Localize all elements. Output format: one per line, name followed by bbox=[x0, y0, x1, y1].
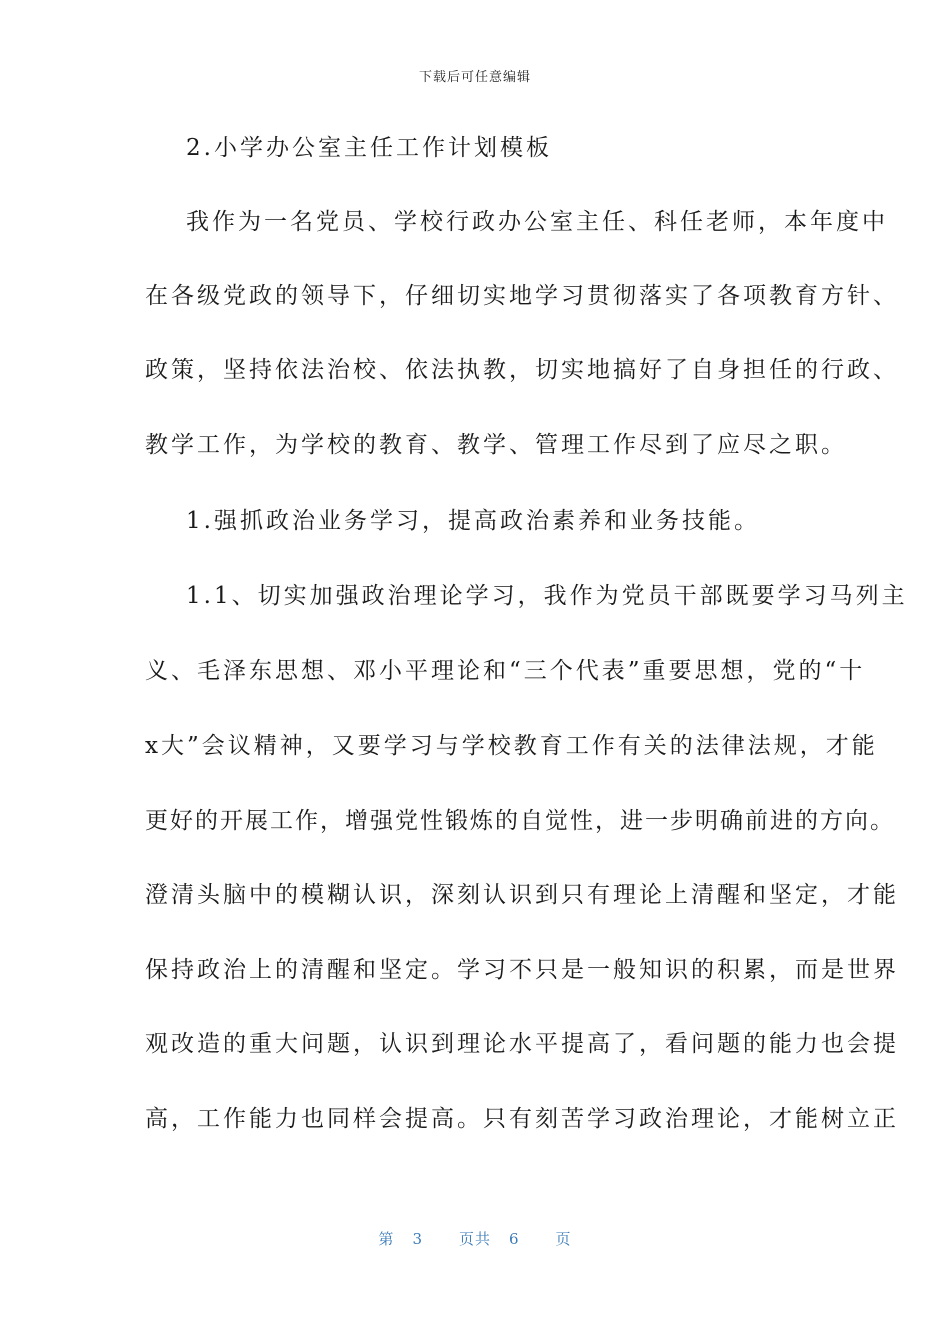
paragraph-line: 义、毛泽东思想、邓小平理论和“三个代表”重要思想，党的“十 bbox=[145, 658, 866, 684]
paragraph-line: x大”会议精神，又要学习与学校教育工作有关的法律法规，才能 bbox=[145, 733, 878, 759]
paragraph-line: 在各级党政的领导下，仔细切实地学习贯彻落实了各项教育方针、 bbox=[145, 283, 899, 309]
paragraph-line: 更好的开展工作，增强党性锻炼的自觉性，进一步明确前进的方向。 bbox=[145, 808, 895, 834]
section-heading: 2.小学办公室主任工作计划模板 bbox=[186, 135, 552, 161]
paragraph-line: 教学工作，为学校的教育、教学、管理工作尽到了应尽之职。 bbox=[145, 432, 847, 458]
paragraph-line: 保持政治上的清醒和坚定。学习不只是一般知识的积累，而是世界 bbox=[145, 957, 899, 983]
header-note: 下载后可任意编辑 bbox=[418, 70, 531, 85]
paragraph-line: 1.1、切实加强政治理论学习，我作为党员干部既要学习马列主 bbox=[186, 583, 908, 609]
paragraph-line: 观改造的重大问题，认识到理论水平提高了，看问题的能力也会提 bbox=[145, 1031, 899, 1057]
subsection-heading: 1.强抓政治业务学习，提高政治素养和业务技能。 bbox=[186, 508, 760, 534]
footer-total-pages: 6 bbox=[509, 1230, 520, 1248]
footer-prefix: 第 bbox=[378, 1230, 395, 1248]
paragraph-line: 高，工作能力也同样会提高。只有刻苦学习政治理论，才能树立正 bbox=[145, 1106, 899, 1132]
page-footer bbox=[0, 1228, 950, 1249]
footer-current-page: 3 bbox=[412, 1230, 423, 1248]
footer-middle: 页共 bbox=[458, 1230, 491, 1248]
paragraph-line: 政策，坚持依法治校、依法执教，切实地搞好了自身担任的行政、 bbox=[145, 357, 899, 383]
paragraph-line: 澄清头脑中的模糊认识，深刻认识到只有理论上清醒和坚定，才能 bbox=[145, 882, 899, 908]
paragraph-line: 我作为一名党员、学校行政办公室主任、科任老师，本年度中 bbox=[186, 209, 888, 235]
footer-suffix: 页 bbox=[555, 1230, 572, 1248]
